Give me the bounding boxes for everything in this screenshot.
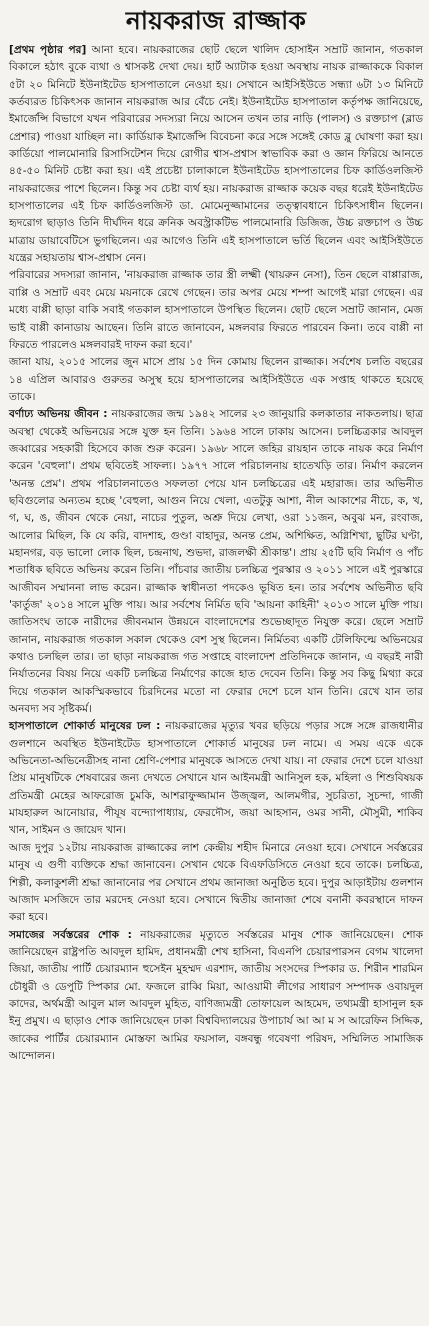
subheading: সমাজের সর্বস্তরের শোক :	[9, 928, 132, 941]
article-paragraph	[9, 406, 423, 718]
article-paragraph	[9, 718, 423, 839]
article-paragraph	[9, 267, 423, 354]
article-paragraph	[9, 840, 423, 927]
paragraph-text: নায়করাজের জন্ম ১৯৪২ সালের ২৩ জানুয়ারি কলকাতার নাকতলায়। ছাত্র অবস্থা থেকেই অভিনয়ের সঙ্গে যুক্ত হন তিনি। ১৯৬৪ সালে ঢাকায় আসেন। চলচ্চিত্রকার আবদুল জব্বারের সহকারী হিসেবে কাজ শুরু করেন। ১৯৬৮ সালে জহির রায়হান তাকে নায়ক করে নির্মাণ করেন 'বেহুলা'। প্রথম ছবিতেই সাফল্য। ১৯৭৭ সালে পরিচালনায় হাতেখড়ি তার। নির্মাণ করলেন 'অনন্ত প্রেম'। প্রথম পরিচালনাতেও সফলতা পেয়ে যান চলচ্চিত্রের এই মহারাজ। তার অভিনীত ছবিগুলোর অন্যতম হচ্ছে 'বেহুলা, আগুন নিয়ে খেলা, এতটুকু আশা, নীল আকাশের নীচে, ক, খ, গ, ঘ, ঙ, জীবন থেকে নেয়া, নাচের পুতুল, অশ্রু দিয়ে লেখা, ওরা ১১জন, অবুঝ মন, রংবাজ, আলোর মিছিল, কি যে করি, বাদশাহ, গুণ্ডা বাহাদুর, অনন্ত প্রেম, অশিক্ষিত, অগ্নিশিখা, ছুটির ঘণ্টা, মহানগর, বড় ভালো লোক ছিল, চন্দ্রনাথ, শুভদা, রাজলক্ষী শ্রীকান্ত'। প্রায় ২৫টি ছবি নির্মাণ ও পাঁচ শতাধিক ছবিতে অভিনয় করেন তিনি। পাঁচবার জাতীয় চলচ্চিত্র পুরস্কার ও ২০১১ সালে এই পুরস্কারে আজীবন সম্মাননা লাভ করেন। রাজ্জাক স্বাধীনতা পদকেও ভূষিত হন। তার সর্বশেষ অভিনীত ছবি 'কার্তুজ' ২০১৪ সালে মুক্তি পায়। আর সর্বশেষ নির্মিত ছবি 'আয়না কাহিনী' ২০১৩ সালে মুক্তি পায়। জাতিসংঘ তাকে নারীদের জীবনমান উন্নয়নে বাংলাদেশের শুভেচ্ছাদূত নিযুক্ত করে। ছেলে সম্রাট জানান, নায়করাজ গতকাল সকাল থেকেও বেশ সুস্থ ছিলেন। নির্মিতব্য একটি টেলিফিল্মে অভিনয়ের কথাও চলছিল তার। তা ছাড়া নায়করাজ গত সপ্তাহে বাংলাদেশ প্রতিদিনকে জানান, এ বছরই নারী নির্যাতনের বিষয় নিয়ে একটি চলচ্চিত্র নির্মাণের কাজে হাত দেবেন তিনি। কিন্তু সব কিছু মিথ্যা করে দিয়ে গতকাল আকস্মিকভাবে চিরদিনের মতো না ফেরার দেশে চলে যান তিনি। রেখে যান তার অনবদ্য সব সৃষ্টিকর্ম।	[9, 408, 423, 716]
paragraph-text: নায়করাজের মৃত্যুর খবর ছড়িয়ে পড়ার সঙ্গে সঙ্গে রাজধানীর গুলশানে অবস্থিত ইউনাইটেড হাসপাতালে শোকার্ত মানুষের ঢল নামে। এ সময় একে একে অভিনেতা-অভিনেত্রীসহ নানা শ্রেণি-পেশার মানুষকে আসতে দেখা যায়। না ফেরার দেশে চলে যাওয়া প্রিয় মানুষটিকে শেষবারের জন্য দেখতে সেখানে যান আইনমন্ত্রী আনিসুল হক, মহিলা ও শিশুবিষয়ক প্রতিমন্ত্রী মেহের আফরোজ চুমকি, আশরাফুজ্জামান উজ্জ্বল, আলমগীর, সুচরিতা, সুচন্দা, গাজী মাযহারুল আনোয়ার, পীযূষ বন্দ্যোপাধ্যায়, ফেরদৌস, জয়া আহসান, ওমর সানী, মৌসুমী, শাকিব খান, সাইমন ও জায়েদ খান।	[9, 720, 424, 837]
paragraph-text: পরিবারের সদস্যরা জানান, 'নায়করাজ রাজ্জাক তার স্ত্রী লক্ষ্মী (খায়রুন নেসা), তিন ছেলে বাপ্পারাজ, বাপ্পি ও সম্রাট এবং মেয়ে ময়নাকে রেখে গেছেন। তার অপর মেয়ে শম্পা আগেই মারা গেছেন। এর মধ্যে বাপ্পী ছাড়া বাকি সবাই গতকাল হাসপাতালে উপস্থিত ছিলেন। ছোট ছেলে সম্রাট জানান, মেজ ভাই বাপ্পী কানাডায় আছেন। তিনি রাতে জানাবেন, মঙ্গলবার ফিরতে পারবেন কিনা। তবে বাপ্পী না ফিরতে পারলেও মঙ্গলবারই দাফন করা হবে।'	[9, 269, 423, 351]
paragraph-text: নায়করাজের মৃত্যুতে সর্বস্তরের মানুষ শোক জানিয়েছেন। শোক জানিয়েছেন রাষ্ট্রপতি আবদুল হামিদ, প্রধানমন্ত্রী শেখ হাসিনা, বিএনপি চেয়ারপারসন বেগম খালেদা জিয়া, জাতীয় পার্টি চেয়ারম্যান হুসেইন মুহম্মদ এরশাদ, জাতীয় সংসদের স্পিকার ড. শিরীন শারমিন চৌধুরী ও ডেপুটি স্পিকার মো. ফজলে রাব্বি মিয়া, আওয়ামী লীগের সাধারণ সম্পাদক ওবায়দুল কাদের, অর্থমন্ত্রী আবুল মাল আবদুল মুহিত, বাণিজ্যমন্ত্রী তোফায়েল আহমেদ, তথ্যমন্ত্রী হাসানুল হক ইনু প্রমুখ। এ ছাড়াও শোক জানিয়েছেন ঢাকা বিশ্ববিদ্যালয়ের উপাচার্য আ আ ম স আরেফিন সিদ্দিক, জাকের পার্টির চেয়ারম্যান মোস্তফা আমির ফয়সাল, বঙ্গবন্ধু গবেষণা পরিষদ, সম্মিলিত সামাজিক আন্দোলন।	[9, 928, 423, 1062]
paragraph-text: আজ দুপুর ১২টায় নায়করাজ রাজ্জাকের লাশ কেন্দ্রীয় শহীদ মিনারে নেওয়া হবে। সেখানে সর্বস্তরের মানুষ এ গুণী ব্যক্তিকে শ্রদ্ধা জানাবেন। সেখান থেকে বিএফডিসিতে নেওয়া হবে তাকে। চলচ্চিত্র, শিল্পী, কলাকুশলী শ্রদ্ধা জানানোর পর সেখানে প্রথম জানাজা অনুষ্ঠিত হবে। দুপুর আড়াইটায় গুলশান আজাদ মসজিদে তার মরদেহ নেওয়া হবে। সেখানে দ্বিতীয় জানাজা শেষে বনানী কবরস্থানে দাফন করা হবে।	[9, 841, 423, 924]
article-body	[9, 42, 423, 1065]
paragraph-text: জানা যায়, ২০১৫ সালের জুন মাসে প্রায় ১৫ দিন কোমায় ছিলেন রাজ্জাক। সর্বশেষ চলতি বছরের ১৪ এপ্রিল আবারও গুরুতর অসুস্থ হয়ে হাসপাতালের আইসিইউতে এক সপ্তাহ থাকতে হয়েছে তাকে।	[9, 356, 423, 403]
continued-from-front-page-label: [প্রথম পৃষ্ঠার পর]	[9, 44, 87, 56]
article-paragraph	[9, 927, 423, 1066]
subheading: হাসপাতালে শোকার্ত মানুষের ঢল :	[9, 720, 161, 733]
article-headline: নায়করাজ রাজ্জাক	[125, 6, 307, 35]
article-paragraph	[9, 42, 423, 267]
paragraph-text: আনা হবে। নায়করাজের ছোট ছেলে খালিদ হোসাইন সম্রাট জানান, গতকাল বিকালে হঠাৎ বুকে ব্যথা ও শ্বাসকষ্ট দেখা দেয়। হার্ট অ্যাটাক হওয়া অবস্থায় নায়ক রাজ্জাককে বিকাল ৫টা ২০ মিনিটে ইউনাইটেড হাসপাতালে নেওয়া হয়। সেখানে আইসিইউতে সন্ধ্যা ৬টা ১৩ মিনিটে কর্তব্যরত চিকিৎসক জানান নায়করাজ আর বেঁচে নেই। ইউনাইটেড হাসপাতাল কর্তৃপক্ষ জানিয়েছে, ইমার্জেন্সি বিভাগে যখন পরিবারের সদস্যরা নিয়ে আসেন তখন তার নাড়ি (পালস) ও রক্তচাপ (ব্লাড প্রেশার) পাওয়া যাচ্ছিল না। কার্ডিয়াক ইমার্জেন্সি বিবেচনা করে সঙ্গে সঙ্গেই কোড ব্লু ঘোষণা করা হয়। কার্ডিয়াে পালমোনারি রিসাসিটেশন দিয়ে রোগীর শ্বাস-প্রশ্বাস স্বাভাবিক করা ও জ্ঞান ফিরিয়ে আনতে ৪৫-৫০ মিনিট চেষ্টা করা হয়। এই প্রচেষ্টা চালাকালে ইউনাইটেড হাসপাতালের চিফ কার্ডিওলজিস্ট নায়করাজের পাশে ছিলেন। কিন্তু সব চেষ্টা ব্যর্থ হয়। নায়করাজ রাজ্জাক কয়েক বছর ধরেই ইউনাইটেড হাসপাতালের এই চিফ কার্ডিওলজিস্ট ডা. মোমেনুজ্জামানের তত্ত্বাবধানে চিকিৎসাধীন ছিলেন। হৃদরোগ ছাড়াও তিনি দীর্ঘদিন ধরে ক্রনিক অবস্ট্রাকটিভ পালমোনারি ডিজিজ, উচ্চ রক্তচাপ ও উচ্চ মাত্রায় ডায়াবেটিসে ভুগছিলেন। এর আগেও তিনি এই হাসপাতালে ভর্তি ছিলেন এবং আইসিইউতে যন্ত্রের সহায়তায় শ্বাস-প্রশ্বাস নেন।	[9, 44, 424, 265]
article-paragraph	[9, 354, 423, 406]
subheading: বর্ণাঢ্য অভিনয় জীবন :	[9, 408, 108, 421]
